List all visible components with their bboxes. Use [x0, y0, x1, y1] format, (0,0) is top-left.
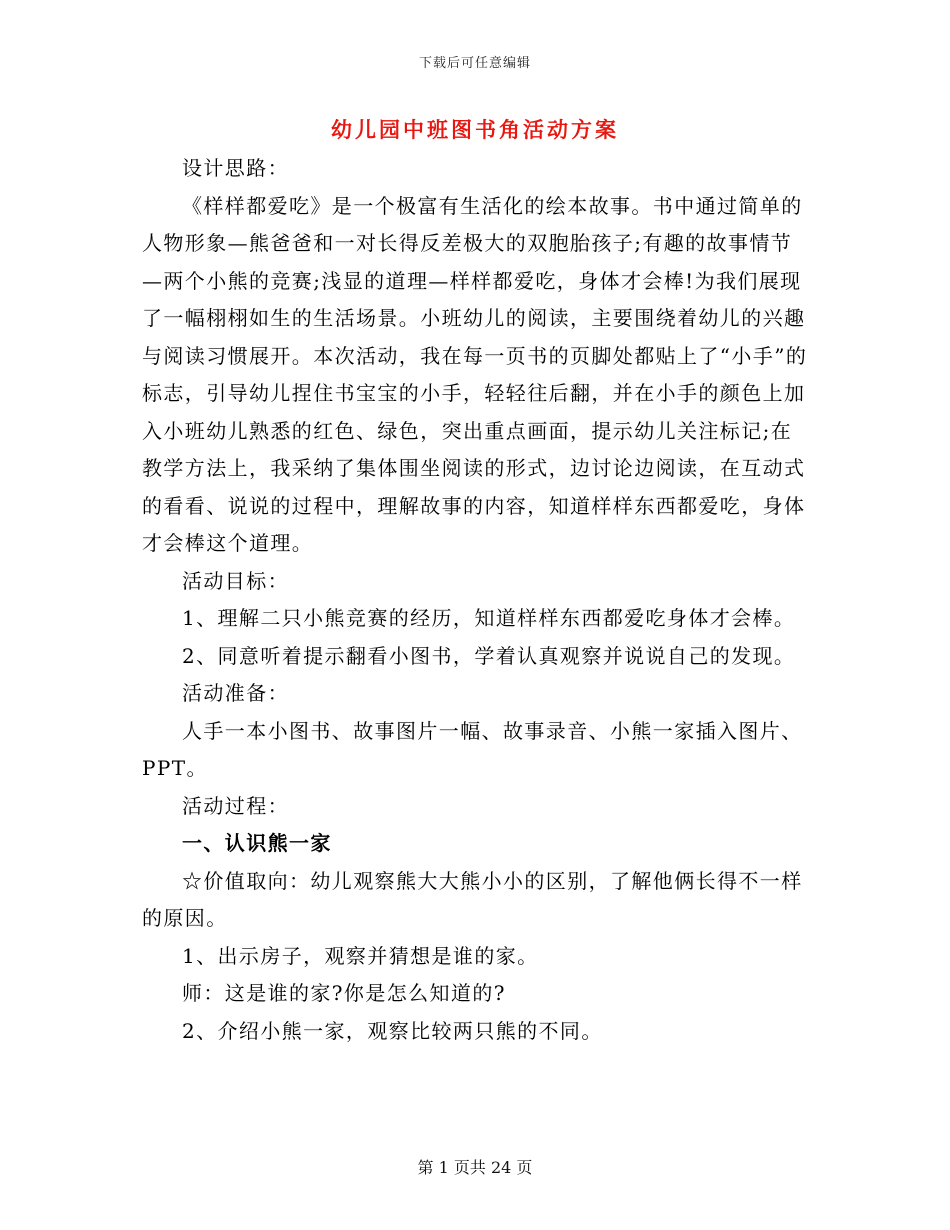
- process-item-2: 2、介绍小熊一家，观察比较两只熊的不同。: [182, 1018, 603, 1043]
- page-footer: 第 1 页共 24 页: [417, 1158, 533, 1177]
- section-heading-design: 设计思路：: [182, 156, 289, 180]
- section-heading-process: 活动过程：: [182, 793, 289, 818]
- header-note: 下载后可任意编辑: [418, 56, 531, 71]
- section-heading-preparation: 活动准备：: [182, 681, 289, 705]
- process-item-1: 1、出示房子，观察并猜想是谁的家。: [182, 943, 539, 968]
- document-title: 幼儿园中班图书角活动方案: [331, 117, 619, 142]
- section-heading-goals: 活动目标：: [182, 568, 289, 593]
- goal-item-2: 2、同意听着提示翻看小图书，学着认真观察并说说自己的发现。: [182, 643, 796, 668]
- teacher-question: 师：这是谁的家?你是怎么知道的?: [182, 981, 506, 1005]
- goal-item-1: 1、理解二只小熊竞赛的经历，知道样样东西都爱吃身体才会棒。: [182, 606, 796, 630]
- value-orientation: ☆价值取向：幼儿观察熊大大熊小小的区别，了解他俩长得不一样的原因。: [142, 868, 803, 930]
- document-body: [142, 150, 810, 1050]
- preparation-paragraph: 人手一本小图书、故事图片一幅、故事录音、小熊一家插入图片、PPT。: [142, 718, 803, 780]
- process-step-heading: 一、认识熊一家: [182, 831, 332, 855]
- design-paragraph: 《样样都爱吃》是一个极富有生活化的绘本故事。书中通过简单的人物形象—熊爸爸和一对长得反差极大的双胞胎孩子;有趣的故事情节—两个小熊的竞赛;浅显的道理—样样都爱吃，身体才会棒!为我们展现了一幅栩栩如生的生活场景。小班幼儿的阅读，主要围绕着幼儿的兴趣与阅读习惯展开。本次活动，我在每一页书的页脚处都贴上了“小手”的标志，引导幼儿捏住书宝宝的小手，轻轻往后翻，并在小手的颜色上加入小班幼儿熟悉的红色、绿色，突出重点画面，提示幼儿关注标记;在教学方法上，我采纳了集体围坐阅读的形式，边讨论边阅读，在互动式的看看、说说的过程中，理解故事的内容，知道样样东西都爱吃，身体才会棒这个道理。: [142, 193, 808, 555]
